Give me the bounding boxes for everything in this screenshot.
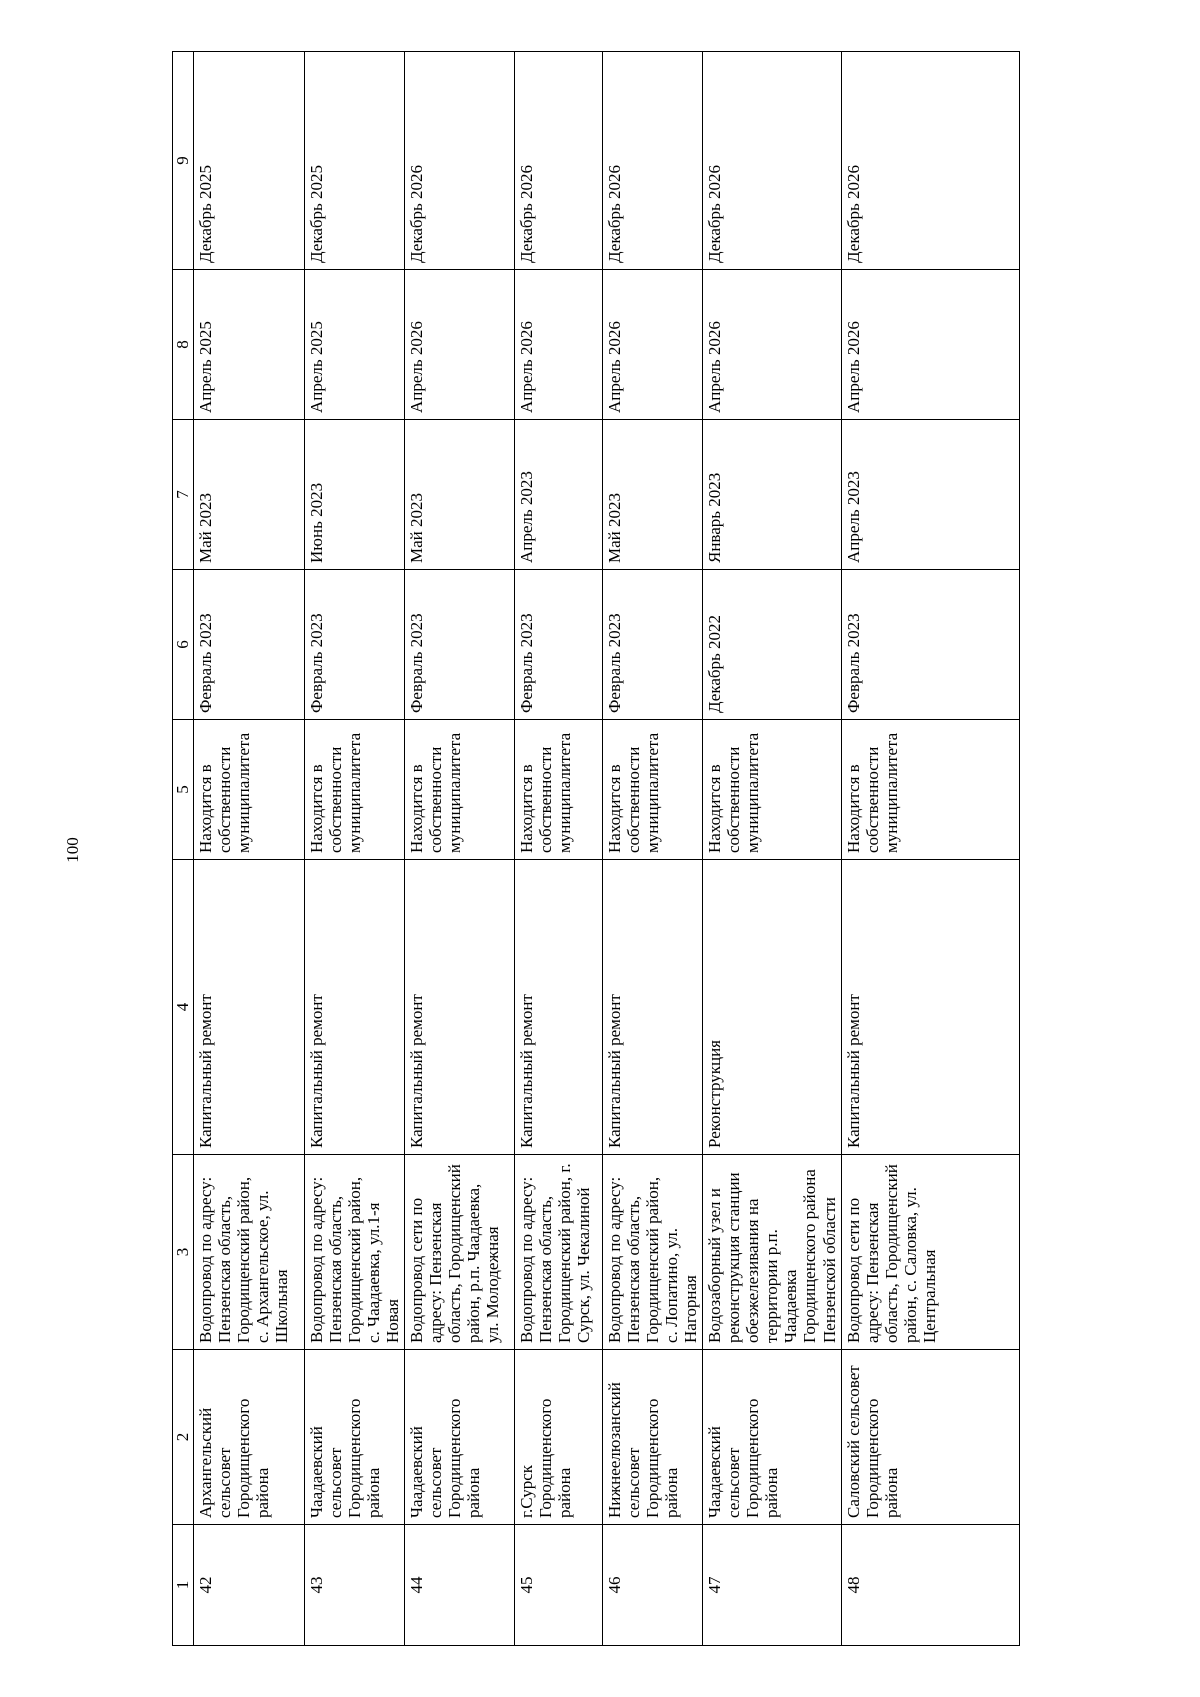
- date-col6-cell: Февраль 2023: [603, 570, 703, 720]
- municipality-cell: Саловский сельсовет Городищенского района: [841, 1350, 1019, 1525]
- date-col6-cell: Февраль 2023: [194, 570, 305, 720]
- row-number-cell: 42: [194, 1525, 305, 1646]
- row-number-cell: 44: [405, 1525, 515, 1646]
- date-col7-cell: Май 2023: [603, 420, 703, 570]
- page-number: 100: [63, 837, 82, 863]
- date-col8-cell: Апрель 2026: [515, 270, 603, 420]
- object-address-cell: Водопровод по адресу: Пензенская область, Городищенский район, с. Чаадаевка, ул.1-я Новая: [305, 1155, 405, 1350]
- date-col6-cell: Декабрь 2022: [703, 570, 841, 720]
- row-number-cell: 47: [703, 1525, 841, 1646]
- table-row: [405, 52, 515, 1646]
- row-number-cell: 46: [603, 1525, 703, 1646]
- header-cell: 4: [173, 860, 194, 1155]
- table-row: [305, 52, 405, 1646]
- municipality-cell: Нижнеелюзанский сельсовет Городищенского района: [603, 1350, 703, 1525]
- work-type-cell: Капитальный ремонт: [194, 860, 305, 1155]
- ownership-status-cell: Находится в собственности муниципалитета: [703, 720, 841, 860]
- header-cell: 6: [173, 570, 194, 720]
- ownership-status-cell: Находится в собственности муниципалитета: [194, 720, 305, 860]
- date-col7-cell: Апрель 2023: [515, 420, 603, 570]
- date-col6-cell: Февраль 2023: [305, 570, 405, 720]
- work-type-cell: Капитальный ремонт: [515, 860, 603, 1155]
- date-col8-cell: Апрель 2026: [405, 270, 515, 420]
- ownership-status-cell: Находится в собственности муниципалитета: [515, 720, 603, 860]
- row-number-cell: 43: [305, 1525, 405, 1646]
- row-number-cell: 48: [841, 1525, 1019, 1646]
- header-cell: 8: [173, 270, 194, 420]
- projects-table: [172, 51, 1020, 1646]
- header-cell: 7: [173, 420, 194, 570]
- date-col9-cell: Декабрь 2025: [305, 52, 405, 270]
- date-col6-cell: Февраль 2023: [405, 570, 515, 720]
- date-col9-cell: Декабрь 2026: [603, 52, 703, 270]
- ownership-status-cell: Находится в собственности муниципалитета: [305, 720, 405, 860]
- municipality-cell: Чаадаевский сельсовет Городищенского района: [405, 1350, 515, 1525]
- table-body: [173, 52, 1020, 1646]
- table-row: [515, 52, 603, 1646]
- date-col7-cell: Май 2023: [194, 420, 305, 570]
- date-col7-cell: Апрель 2023: [841, 420, 1019, 570]
- municipality-cell: Чаадаевский сельсовет Городищенского района: [305, 1350, 405, 1525]
- date-col9-cell: Декабрь 2026: [841, 52, 1019, 270]
- header-cell: 2: [173, 1350, 194, 1525]
- object-address-cell: Водопровод по адресу: Пензенская область, Городищенский район, с. Архангельское, ул. Школьная: [194, 1155, 305, 1350]
- date-col7-cell: Январь 2023: [703, 420, 841, 570]
- object-address-cell: Водопровод по адресу: Пензенская область, Городищенский район, г. Сурск, ул. Чекалиной: [515, 1155, 603, 1350]
- municipality-cell: Архангельский сельсовет Городищенского района: [194, 1350, 305, 1525]
- table-row: [841, 52, 1019, 1646]
- ownership-status-cell: Находится в собственности муниципалитета: [603, 720, 703, 860]
- date-col9-cell: Декабрь 2026: [405, 52, 515, 270]
- object-address-cell: Водозаборный узел и реконструкция станции обезжелезивания на территории р.п. Чаадаевка Городищенского района Пензенской области: [703, 1155, 841, 1350]
- header-cell: 5: [173, 720, 194, 860]
- ownership-status-cell: Находится в собственности муниципалитета: [405, 720, 515, 860]
- row-number-cell: 45: [515, 1525, 603, 1646]
- date-col9-cell: Декабрь 2025: [194, 52, 305, 270]
- date-col9-cell: Декабрь 2026: [703, 52, 841, 270]
- date-col6-cell: Февраль 2023: [515, 570, 603, 720]
- date-col8-cell: Апрель 2025: [194, 270, 305, 420]
- work-type-cell: Капитальный ремонт: [603, 860, 703, 1155]
- date-col7-cell: Июнь 2023: [305, 420, 405, 570]
- table-row: [194, 52, 305, 1646]
- header-cell: 3: [173, 1155, 194, 1350]
- work-type-cell: Реконструкция: [703, 860, 841, 1155]
- header-row: [173, 52, 194, 1646]
- table-row: [703, 52, 841, 1646]
- date-col6-cell: Февраль 2023: [841, 570, 1019, 720]
- work-type-cell: Капитальный ремонт: [305, 860, 405, 1155]
- municipality-cell: Чаадаевский сельсовет Городищенского района: [703, 1350, 841, 1525]
- ownership-status-cell: Находится в собственности муниципалитета: [841, 720, 1019, 860]
- work-type-cell: Капитальный ремонт: [405, 860, 515, 1155]
- header-cell: 9: [173, 52, 194, 270]
- date-col7-cell: Май 2023: [405, 420, 515, 570]
- work-type-cell: Капитальный ремонт: [841, 860, 1019, 1155]
- date-col8-cell: Апрель 2025: [305, 270, 405, 420]
- table-row: [603, 52, 703, 1646]
- object-address-cell: Водопровод по адресу: Пензенская область, Городищенский район, с. Лопатино, ул. Нагорная: [603, 1155, 703, 1350]
- date-col9-cell: Декабрь 2026: [515, 52, 603, 270]
- header-cell: 1: [173, 1525, 194, 1646]
- date-col8-cell: Апрель 2026: [603, 270, 703, 420]
- object-address-cell: Водопровод сети по адресу: Пензенская область, Городищенский район, р.п. Чаадаевка, ул. Молодежная: [405, 1155, 515, 1350]
- date-col8-cell: Апрель 2026: [703, 270, 841, 420]
- object-address-cell: Водопровод сети по адресу: Пензенская область, Городищенский район, с. Саловка, ул. Центральная: [841, 1155, 1019, 1350]
- municipality-cell: г.Сурск Городищенского района: [515, 1350, 603, 1525]
- rotated-table-container: [172, 52, 1020, 1646]
- date-col8-cell: Апрель 2026: [841, 270, 1019, 420]
